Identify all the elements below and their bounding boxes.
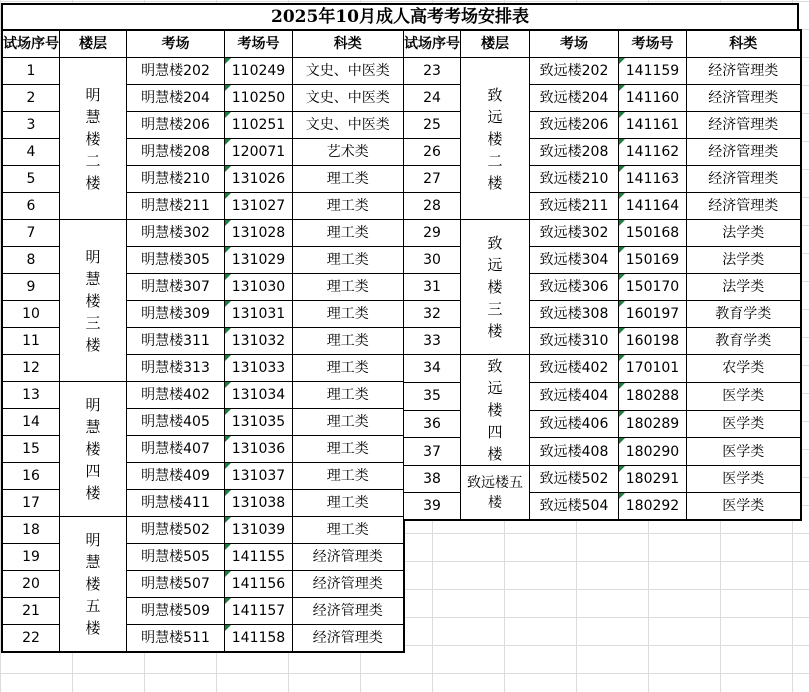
seq-cell[interactable]: 10 xyxy=(2,301,60,328)
seq-cell[interactable]: 8 xyxy=(2,247,60,274)
room-no-cell[interactable]: 150170 xyxy=(619,274,687,301)
subject-cell[interactable]: 理工类 xyxy=(293,247,404,274)
room-cell[interactable]: 致远楼502 xyxy=(530,466,619,493)
room-cell[interactable]: 致远楼204 xyxy=(530,85,619,112)
room-no-cell[interactable]: 131033 xyxy=(225,355,293,382)
room-no-cell[interactable]: 131039 xyxy=(225,517,293,544)
subject-cell[interactable]: 理工类 xyxy=(293,382,404,409)
room-cell[interactable]: 明慧楼411 xyxy=(127,490,225,517)
table-row xyxy=(404,355,801,383)
seq-cell[interactable]: 22 xyxy=(2,625,60,653)
seq-cell[interactable]: 20 xyxy=(2,571,60,598)
seq-cell[interactable]: 30 xyxy=(404,247,461,274)
subject-cell[interactable]: 理工类 xyxy=(293,490,404,517)
room-no-cell[interactable]: 131031 xyxy=(225,301,293,328)
seq-cell[interactable]: 7 xyxy=(2,220,60,247)
seq-cell[interactable]: 24 xyxy=(404,85,461,112)
subject-cell[interactable]: 医学类 xyxy=(687,410,801,438)
room-no-cell[interactable]: 160198 xyxy=(619,328,687,355)
room-cell[interactable]: 致远楼211 xyxy=(530,193,619,220)
floor-label: 明慧楼四楼 xyxy=(85,396,101,502)
room-cell[interactable]: 明慧楼313 xyxy=(127,355,225,382)
room-cell[interactable]: 明慧楼402 xyxy=(127,382,225,409)
left-table xyxy=(1,29,405,653)
room-cell[interactable]: 明慧楼206 xyxy=(127,112,225,139)
table-row xyxy=(2,58,404,85)
room-cell[interactable]: 明慧楼509 xyxy=(127,598,225,625)
subject-cell[interactable]: 医学类 xyxy=(687,438,801,466)
page-title: 2025年10月成人高考考场安排表 xyxy=(1,3,799,29)
subject-cell[interactable]: 医学类 xyxy=(687,466,801,493)
subject-cell[interactable]: 艺术类 xyxy=(293,139,404,166)
subject-cell[interactable]: 经济管理类 xyxy=(687,139,801,166)
floor-label: 明慧楼三楼 xyxy=(85,247,101,354)
room-no-cell[interactable]: 120071 xyxy=(225,139,293,166)
header-room: 考场 xyxy=(530,30,619,58)
subject-cell[interactable]: 经济管理类 xyxy=(293,598,404,625)
seq-cell[interactable]: 1 xyxy=(2,58,60,85)
seq-cell[interactable]: 6 xyxy=(2,193,60,220)
seq-cell[interactable]: 15 xyxy=(2,436,60,463)
header-seq: 试场序号 xyxy=(404,30,461,58)
header-row xyxy=(2,30,404,58)
header-row xyxy=(404,30,801,58)
room-cell[interactable]: 致远楼304 xyxy=(530,247,619,274)
seq-cell[interactable]: 33 xyxy=(404,328,461,355)
room-cell[interactable]: 明慧楼202 xyxy=(127,58,225,85)
subject-cell[interactable]: 文史、中医类 xyxy=(293,85,404,112)
room-cell[interactable]: 明慧楼211 xyxy=(127,193,225,220)
room-no-cell[interactable]: 131035 xyxy=(225,409,293,436)
seq-cell[interactable]: 29 xyxy=(404,220,461,247)
subject-cell[interactable]: 文史、中医类 xyxy=(293,58,404,85)
room-cell[interactable]: 致远楼206 xyxy=(530,112,619,139)
subject-cell[interactable]: 理工类 xyxy=(293,166,404,193)
room-cell[interactable]: 明慧楼407 xyxy=(127,436,225,463)
room-cell[interactable]: 明慧楼502 xyxy=(127,517,225,544)
seq-cell[interactable]: 2 xyxy=(2,85,60,112)
floor-cell[interactable] xyxy=(461,355,530,466)
table-row xyxy=(2,517,404,544)
seq-cell[interactable]: 19 xyxy=(2,544,60,571)
header-room-no: 考场号 xyxy=(619,30,687,58)
room-no-cell[interactable]: 141162 xyxy=(619,139,687,166)
seq-cell[interactable]: 11 xyxy=(2,328,60,355)
table-row xyxy=(404,58,801,85)
room-no-cell[interactable]: 141160 xyxy=(619,85,687,112)
header-room-no: 考场号 xyxy=(225,30,293,58)
room-no-cell[interactable]: 131030 xyxy=(225,274,293,301)
subject-cell[interactable]: 理工类 xyxy=(293,436,404,463)
table-row xyxy=(2,220,404,247)
seq-cell[interactable]: 39 xyxy=(404,493,461,521)
seq-cell[interactable]: 12 xyxy=(2,355,60,382)
floor-cell[interactable] xyxy=(461,220,530,355)
subject-cell[interactable]: 法学类 xyxy=(687,220,801,247)
seq-cell[interactable]: 28 xyxy=(404,193,461,220)
header-room: 考场 xyxy=(127,30,225,58)
room-no-cell[interactable]: 180292 xyxy=(619,493,687,521)
room-no-cell[interactable]: 160197 xyxy=(619,301,687,328)
seq-cell[interactable]: 16 xyxy=(2,463,60,490)
subject-cell[interactable]: 经济管理类 xyxy=(293,571,404,598)
seq-cell[interactable]: 14 xyxy=(2,409,60,436)
room-cell[interactable]: 致远楼504 xyxy=(530,493,619,521)
room-cell[interactable]: 明慧楼305 xyxy=(127,247,225,274)
room-no-cell[interactable]: 141159 xyxy=(619,58,687,85)
room-no-cell[interactable]: 131026 xyxy=(225,166,293,193)
room-no-cell[interactable]: 141163 xyxy=(619,166,687,193)
seq-cell[interactable]: 9 xyxy=(2,274,60,301)
floor-cell[interactable] xyxy=(60,517,127,653)
subject-cell[interactable]: 农学类 xyxy=(687,355,801,383)
room-no-cell[interactable]: 180291 xyxy=(619,466,687,493)
subject-cell[interactable]: 文史、中医类 xyxy=(293,112,404,139)
subject-cell[interactable]: 医学类 xyxy=(687,493,801,521)
seq-cell[interactable]: 38 xyxy=(404,466,461,493)
room-no-cell[interactable]: 141164 xyxy=(619,193,687,220)
subject-cell[interactable]: 经济管理类 xyxy=(687,112,801,139)
room-cell[interactable]: 致远楼302 xyxy=(530,220,619,247)
floor-label: 致远楼五楼 xyxy=(467,474,523,511)
floor-cell[interactable] xyxy=(60,58,127,220)
room-no-cell[interactable]: 141158 xyxy=(225,625,293,653)
subject-cell[interactable]: 理工类 xyxy=(293,220,404,247)
room-cell[interactable]: 明慧楼409 xyxy=(127,463,225,490)
room-no-cell[interactable]: 150169 xyxy=(619,247,687,274)
subject-cell[interactable]: 理工类 xyxy=(293,328,404,355)
room-no-cell[interactable]: 131036 xyxy=(225,436,293,463)
seq-cell[interactable]: 27 xyxy=(404,166,461,193)
room-cell[interactable]: 明慧楼210 xyxy=(127,166,225,193)
subject-cell[interactable]: 理工类 xyxy=(293,193,404,220)
room-no-cell[interactable]: 141156 xyxy=(225,571,293,598)
seq-cell[interactable]: 13 xyxy=(2,382,60,409)
floor-cell[interactable] xyxy=(60,382,127,517)
subject-cell[interactable]: 经济管理类 xyxy=(687,58,801,85)
subject-cell[interactable]: 法学类 xyxy=(687,274,801,301)
room-cell[interactable]: 明慧楼309 xyxy=(127,301,225,328)
room-no-cell[interactable]: 131034 xyxy=(225,382,293,409)
room-cell[interactable]: 致远楼402 xyxy=(530,355,619,383)
room-no-cell[interactable]: 131032 xyxy=(225,328,293,355)
room-no-cell[interactable]: 141157 xyxy=(225,598,293,625)
room-cell[interactable]: 致远楼308 xyxy=(530,301,619,328)
subject-cell[interactable]: 医学类 xyxy=(687,382,801,410)
subject-cell[interactable]: 理工类 xyxy=(293,355,404,382)
seq-cell[interactable]: 36 xyxy=(404,410,461,438)
floor-label: 致远楼三楼 xyxy=(487,234,503,340)
seq-cell[interactable]: 4 xyxy=(2,139,60,166)
room-no-cell[interactable]: 150168 xyxy=(619,220,687,247)
room-cell[interactable]: 明慧楼405 xyxy=(127,409,225,436)
floor-cell[interactable] xyxy=(60,220,127,382)
room-no-cell[interactable]: 110251 xyxy=(225,112,293,139)
room-cell[interactable]: 致远楼306 xyxy=(530,274,619,301)
room-cell[interactable]: 致远楼310 xyxy=(530,328,619,355)
header-floor: 楼层 xyxy=(60,30,127,58)
room-no-cell[interactable]: 141155 xyxy=(225,544,293,571)
seq-cell[interactable]: 18 xyxy=(2,517,60,544)
subject-cell[interactable]: 经济管理类 xyxy=(293,625,404,653)
room-cell[interactable]: 明慧楼507 xyxy=(127,571,225,598)
room-cell[interactable]: 明慧楼208 xyxy=(127,139,225,166)
subject-cell[interactable]: 教育学类 xyxy=(687,328,801,355)
room-no-cell[interactable]: 131027 xyxy=(225,193,293,220)
seq-cell[interactable]: 23 xyxy=(404,58,461,85)
seq-cell[interactable]: 37 xyxy=(404,438,461,466)
room-cell[interactable]: 致远楼202 xyxy=(530,58,619,85)
floor-cell[interactable] xyxy=(461,466,530,521)
table-row xyxy=(2,382,404,409)
floor-label: 致远楼四楼 xyxy=(487,357,503,463)
header-seq: 试场序号 xyxy=(2,30,60,58)
floor-label: 致远楼二楼 xyxy=(487,85,503,192)
seq-cell[interactable]: 34 xyxy=(404,355,461,383)
seq-cell[interactable]: 3 xyxy=(2,112,60,139)
room-no-cell[interactable]: 180290 xyxy=(619,438,687,466)
subject-cell[interactable]: 理工类 xyxy=(293,301,404,328)
subject-cell[interactable]: 经济管理类 xyxy=(687,85,801,112)
room-no-cell[interactable]: 141161 xyxy=(619,112,687,139)
header-subject: 科类 xyxy=(293,30,404,58)
seq-cell[interactable]: 21 xyxy=(2,598,60,625)
room-no-cell[interactable]: 131029 xyxy=(225,247,293,274)
table-row xyxy=(404,220,801,247)
seq-cell[interactable]: 32 xyxy=(404,301,461,328)
seq-cell[interactable]: 35 xyxy=(404,382,461,410)
room-no-cell[interactable]: 110250 xyxy=(225,85,293,112)
room-cell[interactable]: 致远楼210 xyxy=(530,166,619,193)
room-no-cell[interactable]: 180289 xyxy=(619,410,687,438)
seq-cell[interactable]: 25 xyxy=(404,112,461,139)
right-table xyxy=(403,29,802,521)
room-cell[interactable]: 明慧楼505 xyxy=(127,544,225,571)
subject-cell[interactable]: 经济管理类 xyxy=(687,166,801,193)
room-cell[interactable]: 致远楼208 xyxy=(530,139,619,166)
room-no-cell[interactable]: 170101 xyxy=(619,355,687,383)
room-no-cell[interactable]: 131037 xyxy=(225,463,293,490)
room-cell[interactable]: 致远楼404 xyxy=(530,382,619,410)
room-cell[interactable]: 致远楼406 xyxy=(530,410,619,438)
floor-cell[interactable] xyxy=(461,58,530,220)
seq-cell[interactable]: 17 xyxy=(2,490,60,517)
header-floor: 楼层 xyxy=(461,30,530,58)
subject-cell[interactable]: 理工类 xyxy=(293,517,404,544)
subject-cell[interactable]: 经济管理类 xyxy=(293,544,404,571)
room-no-cell[interactable]: 110249 xyxy=(225,58,293,85)
seq-cell[interactable]: 5 xyxy=(2,166,60,193)
room-cell[interactable]: 明慧楼307 xyxy=(127,274,225,301)
subject-cell[interactable]: 理工类 xyxy=(293,409,404,436)
seq-cell[interactable]: 31 xyxy=(404,274,461,301)
subject-cell[interactable]: 理工类 xyxy=(293,274,404,301)
subject-cell[interactable]: 理工类 xyxy=(293,463,404,490)
header-subject: 科类 xyxy=(687,30,801,58)
room-cell[interactable]: 明慧楼204 xyxy=(127,85,225,112)
floor-label: 明慧楼二楼 xyxy=(85,85,101,192)
room-cell[interactable]: 明慧楼302 xyxy=(127,220,225,247)
room-cell[interactable]: 明慧楼511 xyxy=(127,625,225,653)
table-row xyxy=(404,466,801,493)
subject-cell[interactable]: 教育学类 xyxy=(687,301,801,328)
subject-cell[interactable]: 经济管理类 xyxy=(687,193,801,220)
room-cell[interactable]: 明慧楼311 xyxy=(127,328,225,355)
room-no-cell[interactable]: 131028 xyxy=(225,220,293,247)
room-cell[interactable]: 致远楼408 xyxy=(530,438,619,466)
seq-cell[interactable]: 26 xyxy=(404,139,461,166)
floor-label: 明慧楼五楼 xyxy=(85,531,101,637)
subject-cell[interactable]: 法学类 xyxy=(687,247,801,274)
room-no-cell[interactable]: 180288 xyxy=(619,382,687,410)
room-no-cell[interactable]: 131038 xyxy=(225,490,293,517)
